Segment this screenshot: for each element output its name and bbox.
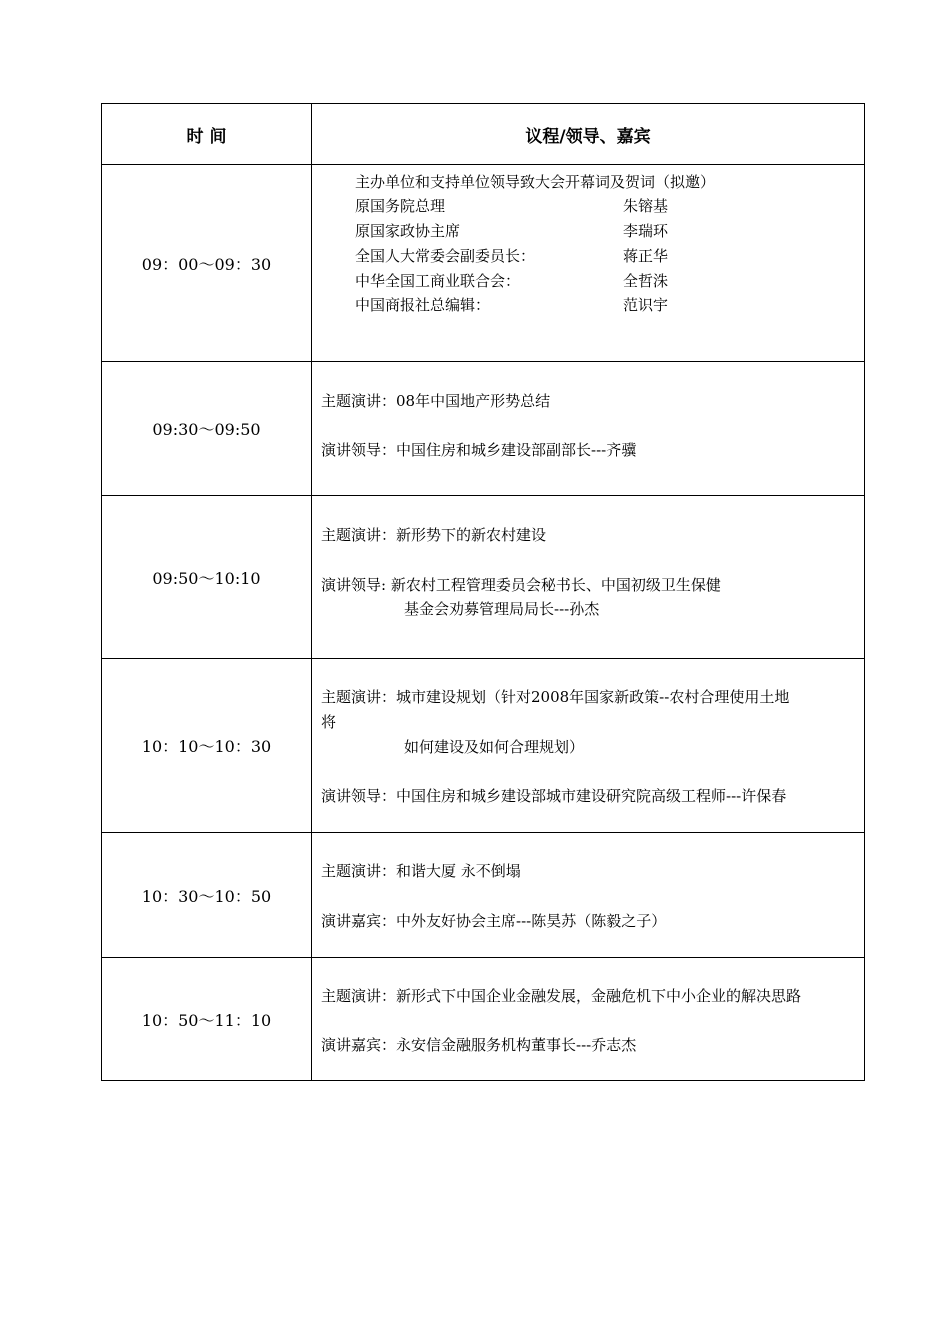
- topic-text: 主题演讲：08年中国地产形势总结: [321, 392, 551, 410]
- time-cell: 09:30～09:50: [102, 362, 312, 496]
- topic-text: 主题演讲：城市建设规划（针对2008年国家新政策--农村合理使用土地: [321, 688, 790, 706]
- agenda-cell: [312, 496, 865, 659]
- guest-title: 中华全国工商业联合会：: [355, 272, 521, 290]
- guest-name: 朱镕基: [623, 197, 669, 215]
- speaker-text: 演讲领导: 新农村工程管理委员会秘书长、中国初级卫生保健: [321, 576, 721, 594]
- table-row: [102, 833, 865, 958]
- speaker-text: 演讲嘉宾：永安信金融服务机构董事长---乔志杰: [321, 1036, 637, 1054]
- speaker-text-continued: 基金会劝募管理局局长---孙杰: [404, 600, 600, 618]
- guest-title: 全国人大常委会副委员长：: [355, 247, 536, 265]
- speaker-text: 演讲领导：中国住房和城乡建设部城市建设研究院高级工程师---许保春: [321, 787, 787, 805]
- topic-text-wrap: 将: [321, 713, 337, 731]
- guest-name: 范识宇: [623, 296, 669, 314]
- time-cell: 10：50～11：10: [102, 958, 312, 1081]
- guest-title: 中国商报社总编辑：: [355, 296, 491, 314]
- topic-text-continued: 如何建设及如何合理规划）: [404, 738, 585, 756]
- agenda-cell: [312, 659, 865, 833]
- speaker-text: 演讲嘉宾：中外友好协会主席---陈昊苏（陈毅之子）: [321, 912, 667, 930]
- agenda-cell: [312, 958, 865, 1081]
- time-column-header: 时 间: [102, 104, 312, 165]
- table-row: [102, 958, 865, 1081]
- agenda-cell: [312, 165, 865, 362]
- table-row: [102, 165, 865, 362]
- speaker-text: 演讲领导：中国住房和城乡建设部副部长---齐骥: [321, 441, 637, 459]
- table-header-row: [102, 104, 865, 165]
- time-cell: 09：00～09：30: [102, 165, 312, 362]
- guest-name: 蒋正华: [623, 247, 669, 265]
- time-cell: 10：30～10：50: [102, 833, 312, 958]
- guest-name: 全哲洙: [623, 272, 669, 290]
- topic-text: 主题演讲：和谐大厦 永不倒塌: [321, 862, 521, 880]
- agenda-cell: [312, 362, 865, 496]
- time-cell: 10：10～10：30: [102, 659, 312, 833]
- guest-name: 李瑞环: [623, 222, 669, 240]
- guest-title: 原国家政协主席: [355, 222, 461, 240]
- opening-intro: 主办单位和支持单位领导致大会开幕词及贺词（拟邀）: [355, 173, 716, 191]
- guest-title: 原国务院总理: [355, 197, 446, 215]
- agenda-cell: [312, 833, 865, 958]
- table-row: [102, 496, 865, 659]
- topic-text: 主题演讲：新形势下的新农村建设: [321, 526, 547, 544]
- table-row: [102, 659, 865, 833]
- table-row: [102, 362, 865, 496]
- agenda-column-header: 议程/领导、嘉宾: [312, 104, 865, 165]
- agenda-table: [101, 103, 865, 1081]
- topic-text: 主题演讲：新形式下中国企业金融发展，金融危机下中小企业的解决思路: [321, 987, 802, 1005]
- time-cell: 09:50～10:10: [102, 496, 312, 659]
